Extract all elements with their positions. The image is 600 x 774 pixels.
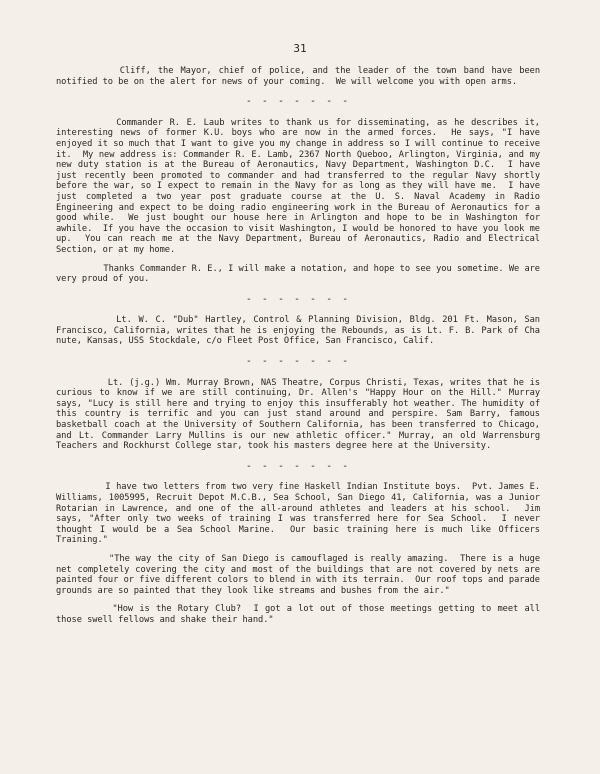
spacer [56,256,540,264]
paragraph-laub: Commander R. E. Laub writes to thank us for disseminating, as he describes it, interesting news of former K.U. boys who are now in the armed forces. He says, "I have enjoyed it so much that I want to give you my change in address so I will continue to receive it. My new address is: Commander R. E. Lamb, 2367 North Queboo, Arlington, Virginia, and my new duty station is at the Bureau of Aeronautics, Navy Department, Washington D.C. I have just recently been promoted to commander and had transferred to the regular Navy shortly before the war, so I expect to remain in the Navy for as long as they will have me. I have just completed a two year post graduate course at the U. S. Naval Academy in Radio Engineering and expect to be doing radio engineering work in the Bureau of Aeronautics for a good while. We just bought our house here in Arlington and hope to be in Washington for awhile. If you have the occasion to visit Washington, I would be honored to have you look me up. You can reach me at the Navy Department, Bureau of Aeronautics, Radio and Electrical Section, or at my home. [56,117,546,255]
separator: - - - - - - - [245,96,351,108]
paragraph-brown: Lt. (j.g.) Wm. Murray Brown, NAS Theatre, Corpus Christi, Texas, writes that he is curious to know if we are still continuing, Dr. Allen's "Happy Hour on the Hill." Murray says, "Lucy is still here and trying to enjoy this insufferably hot weather. The humidity of this country is terrific and you can just stand around and perspire. Sam Barry, famous basketball coach at the University of Southern California, has been transferred to Chicago, and Lt. Commander Larry Mullins is our new athletic officer." Murray, an old Warrensburg Teachers and Rockhurst College star, took his masters degree here at the University. [56,377,546,452]
paragraph-williams: I have two letters from two very fine Haskell Indian Institute boys. Pvt. James E. Williams, 1005995, Recruit Depot M.C.B., Sea School, San Diego 41, California, was a Junior Rotarian in Lawrence, and one of the all-around athletes and leaders at his school. Jim says, "After only two weeks of training I was transferred here for Sea School. I never thought I would be a Sea School Marine. Our basic training here is much like Officers Training." [56,482,546,546]
paragraph-thanks: Thanks Commander R. E., I will make a notation, and hope to see you sometime. We are very proud of you. [56,263,546,285]
separator: - - - - - - - [245,293,351,305]
paragraph-cliff: Cliff, the Mayor, chief of police, and the leader of the town band have been notified to be on the alert for news of your coming. We will welcome you with open arms. [56,66,546,87]
spacer [56,546,540,554]
separator: - - - - - - - [245,356,351,368]
paragraph-hartley: Lt. W. C. "Dub" Hartley, Control & Planning Division, Bldg. 201 Ft. Mason, San Francisco, California, writes that he is enjoying the Rebounds, as is Lt. F. B. Park of Cha nute, Kansas, USS Stockdale, c/o Fleet Post Office, San Francisco, Calif. [56,315,546,347]
spacer [56,596,540,604]
separator: - - - - - - - [245,460,351,472]
page-number: 31 [293,42,307,55]
paragraph-san-diego: "The way the city of San Diego is camouflaged is really amazing. There is a huge net completely covering the city and most of the buildings that are not covered by nets are painted four or five different colors to blend in with its terrain. Our roof tops and parade grounds are so painted that they look like streams and bushes from the air." [56,553,546,596]
paragraph-rotary: "How is the Rotary Club? I got a lot out of those meetings getting to meet all those swell fellows and shake their hand." [56,604,546,625]
page-body [56,66,546,626]
